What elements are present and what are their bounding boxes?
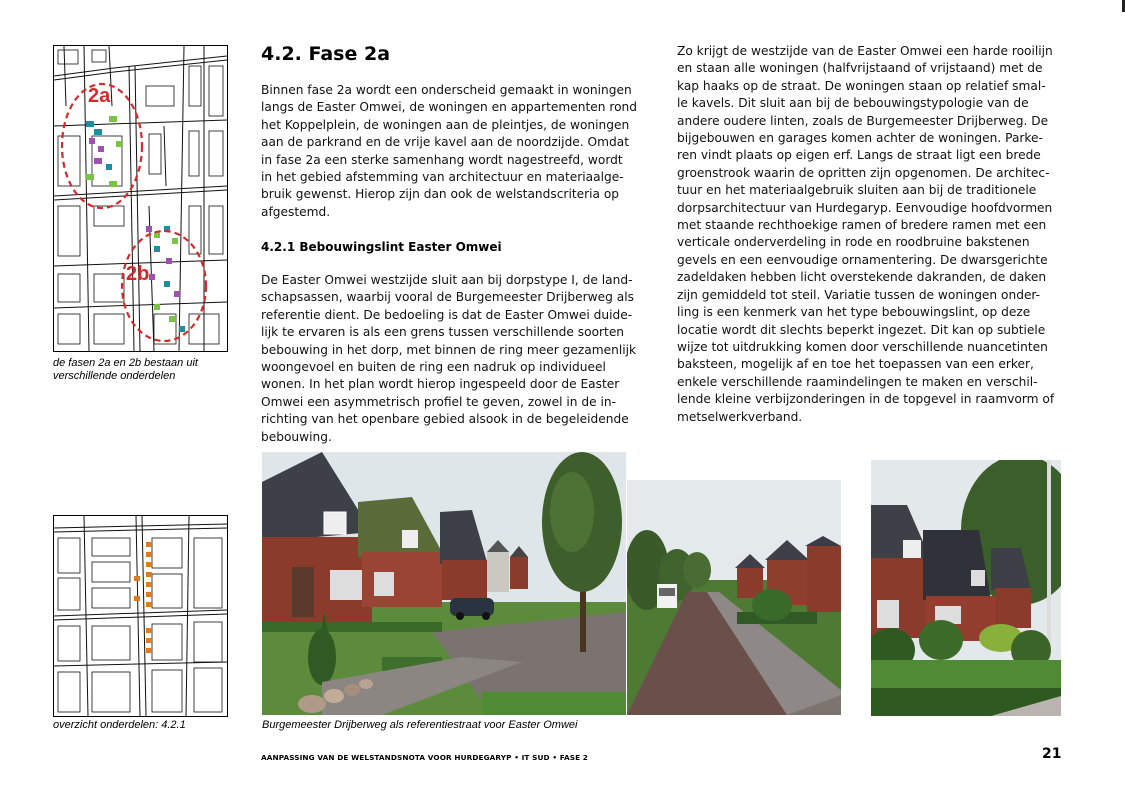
text-line: Zo krijgt de westzijde van de Easter Omwei een harde rooilijn [677, 44, 1053, 58]
text-line: referentie dient. De bedoeling is dat de Easter Omwei duide- [261, 307, 633, 322]
text-line: ren vindt plaats op eigen erf. Langs de straat ligt een brede [677, 148, 1041, 163]
text-line: bijgebouwen en garages komen achter de woningen. Parke- [677, 131, 1043, 146]
text-line: lijk te ervaren is als een grens tussen verschillende soorten [261, 325, 625, 340]
text-line: afgestemd. [261, 204, 331, 219]
phase-map-drawing [54, 46, 227, 351]
text-line: bruik gewenst. Hierop zijn dan ook de welstandscriteria op [261, 187, 620, 202]
text-line: le kavels. Dit sluit aan bij de bebouwingstypologie van de [677, 96, 1029, 111]
text-line: enkele verschillende raamindelingen te maken en verschil- [677, 374, 1038, 389]
houses-photo-closeup-image [871, 460, 1061, 716]
text-line: kap haaks op de straat. De woningen staan op relatief smal- [677, 78, 1046, 93]
text-line: tuur en het materiaalgebruik sluiten aan bij de traditionele [677, 183, 1037, 198]
text-line: groenstrook waarin de opritten zijn opgenomen. De architec- [677, 165, 1050, 180]
phase-map-caption-line: verschillende onderdelen [53, 370, 176, 382]
text-line: aan de parkrand en de vrije kavel aan de noordzijde. Omdat [261, 135, 629, 150]
text-line: en staan alle woningen (halfvrijstaand of vrijstaand) met de [677, 61, 1043, 76]
text-line: lende kleine verbijzonderingen in de topgevel in raamvorm of [677, 392, 1055, 407]
phase-map-caption [53, 357, 233, 383]
footer-title: AANPASSING VAN DE WELSTANDSNOTA VOOR HURDEGARYP • IT SUD • FASE 2 [261, 753, 588, 762]
overview-map-drawing [54, 516, 227, 716]
page-number: 21 [1042, 746, 1062, 762]
overview-map-caption: overzicht onderdelen: 4.2.1 [53, 719, 186, 731]
section-subheading: 4.2.1 Bebouwingslint Easter Omwei [261, 240, 502, 254]
street-photo-road-image [627, 480, 841, 715]
phase-map-caption-line: de fasen 2a en 2b bestaan uit [53, 357, 198, 369]
page-heading: 4.2. Fase 2a [261, 43, 391, 65]
text-line: richting van het openbare gebied alsook in de begeleidende [261, 412, 629, 427]
houses-photo-closeup [871, 460, 1061, 716]
text-line: locatie wordt dit slechts beperkt ingezet. Dit kan op subtiele [677, 322, 1046, 337]
text-line: bebouwing. [261, 429, 332, 444]
text-line: het Koppelplein, de woningen aan de pleintjes, de woningen [261, 117, 630, 132]
col1-paragraph [261, 272, 636, 446]
text-line: dorpsarchitectuur van Hurdegaryp. Eenvoudige hoofdvormen [677, 200, 1053, 215]
text-line: verticale onderverdeling in rode en roodbruine bakstenen [677, 235, 1030, 250]
text-line: wonen. In het plan wordt hierop ingespeeld door de Easter [261, 377, 620, 392]
col2-paragraph [677, 43, 1054, 426]
text-line: andere oudere linten, zoals de Burgemeester Drijberweg. De [677, 113, 1049, 128]
text-line: metselwerkverband. [677, 409, 803, 424]
street-photo-houses [262, 452, 626, 715]
text-line: zadeldaken hebben licht overstekende dakranden, de daken [677, 270, 1047, 285]
text-line: wijze tot uitdrukking komen door verschillende nuancetinten [677, 339, 1048, 354]
text-line: schapsassen, waarbij vooral de Burgemeester Drijberweg als [261, 290, 634, 305]
text-line: Binnen fase 2a wordt een onderscheid gemaakt in woningen [261, 83, 632, 97]
text-line: woongevoel en buiten de ring een nadruk op individueel [261, 360, 606, 375]
text-line: langs de Easter Omwei, de woningen en appartementen rond [261, 100, 638, 115]
text-line: in het gebied afstemming van architectuur en materiaalge- [261, 170, 624, 185]
photos-caption: Burgemeester Drijberweg als referentiestraat voor Easter Omwei [262, 719, 578, 731]
phase-2b-label: 2b [126, 263, 150, 285]
intro-paragraph [261, 82, 637, 221]
overview-map [53, 515, 228, 717]
text-line: De Easter Omwei westzijde sluit aan bij dorpstype I, de land- [261, 273, 633, 287]
text-line: met staande rechthoekige ramen of bredere ramen met een [677, 218, 1047, 233]
street-photo-houses-image [262, 452, 626, 715]
phase-map [53, 45, 228, 352]
text-line: baksteen, mogelijk af en toe het toepassen van een erker, [677, 357, 1034, 372]
text-line: Omwei een asymmetrisch profiel te geven, zowel in de in- [261, 394, 617, 409]
text-line: bebouwing in het dorp, met binnen de ring meer gezamenlijk [261, 342, 637, 357]
text-line: zijn gemiddeld tot steil. Variatie tussen de woningen onder- [677, 287, 1041, 302]
street-photo-road [627, 480, 841, 715]
text-line: in fase 2a een sterke samenhang wordt nagestreefd, wordt [261, 152, 623, 167]
phase-2a-label: 2a [88, 85, 111, 107]
text-line: ling is een kenmerk van het type bebouwingslint, op deze [677, 305, 1031, 320]
text-line: gevels en een eenvoudige ornamentering. De dwarsgerichte [677, 252, 1048, 267]
